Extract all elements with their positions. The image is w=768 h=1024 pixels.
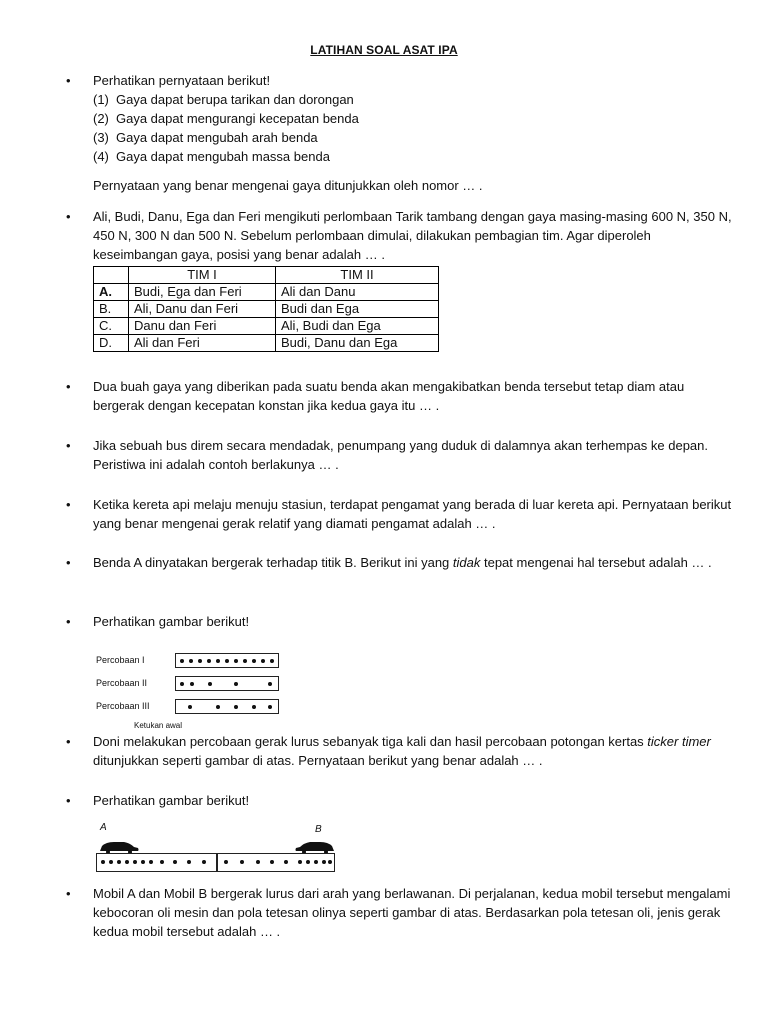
table-cell: Budi, Danu dan Ega — [276, 335, 439, 352]
tape-dot — [256, 860, 260, 864]
tape-dot — [141, 860, 145, 864]
tape-dot — [180, 659, 184, 663]
table-header: TIM I — [129, 267, 276, 284]
table-header — [94, 267, 129, 284]
oil-drip-figure — [96, 820, 340, 878]
question-2-text: • Ali, Budi, Danu, Ega dan Feri mengikuti perlombaan Tarik tambang dengan gaya masing-masing 600 N, 350 N, 450 N, 300 N dan 500 N. Sebelum perlombaan dimulai, dilakukan pembagian tim. Agar diperoleh keseimbangan gaya, posisi yang benar adalah … . — [93, 209, 732, 262]
tape-dot — [234, 705, 238, 709]
question-7-emphasis: ticker timer — [647, 734, 711, 749]
tape-dot — [216, 659, 220, 663]
tape-dot — [261, 659, 265, 663]
statement-item — [93, 90, 733, 109]
question-6 — [93, 553, 733, 572]
tape-dot — [133, 860, 137, 864]
tape-dot — [224, 860, 228, 864]
figure-caption: Ketukan awal — [134, 721, 183, 730]
tape-dot — [270, 860, 274, 864]
statement-number: (4) — [93, 149, 109, 164]
question-7-intro: • Perhatikan gambar berikut! — [93, 614, 250, 629]
tape-dot — [188, 705, 192, 709]
question-6-text-part: tepat mengenai hal tersebut adalah … . — [480, 555, 712, 570]
question-1 — [93, 71, 733, 195]
statement-text: Gaya dapat berupa tarikan dan dorongan — [116, 92, 354, 107]
question-1-text: Pernyataan yang benar mengenai gaya ditunjukkan oleh nomor … . — [93, 178, 483, 193]
tape-dot — [268, 705, 272, 709]
tape-dot — [216, 705, 220, 709]
question-5 — [93, 495, 733, 533]
table-row — [94, 318, 439, 335]
statement-text: Gaya dapat mengurangi kecepatan benda — [116, 111, 359, 126]
car-b-icon — [294, 840, 336, 854]
ticker-tape-2 — [175, 676, 279, 691]
tape-dot — [101, 860, 105, 864]
question-8-body — [93, 884, 733, 941]
trial-label: Percobaan II — [96, 678, 148, 688]
tape-dot — [149, 860, 153, 864]
tape-dot — [243, 659, 247, 663]
tape-dot — [298, 860, 302, 864]
table-cell: Budi, Ega dan Feri — [129, 284, 276, 301]
table-cell: Ali, Budi dan Ega — [276, 318, 439, 335]
question-4-text: • Jika sebuah bus direm secara mendadak, penumpang yang duduk di dalamnya akan terhempas ke depan. Peristiwa ini adalah contoh berlakunya … . — [93, 438, 709, 472]
tape-dot — [306, 860, 310, 864]
statement-number: (2) — [93, 111, 109, 126]
question-6-text-part: Benda A dinyatakan bergerak terhadap titik B. Berikut ini yang — [93, 555, 453, 570]
tape-dot — [322, 860, 326, 864]
tape-dot — [180, 682, 184, 686]
oil-tape-a — [96, 853, 217, 872]
tape-dot — [160, 860, 164, 864]
tape-dot — [187, 860, 191, 864]
tape-dot — [202, 860, 206, 864]
oil-tape-b — [217, 853, 335, 872]
option-label: C. — [94, 318, 129, 335]
team-table — [93, 266, 439, 352]
trial-label: Percobaan I — [96, 655, 145, 665]
table-header: TIM II — [276, 267, 439, 284]
car-b-label: B — [315, 824, 322, 835]
tape-dot — [109, 860, 113, 864]
tape-dot — [208, 682, 212, 686]
question-6-text — [93, 553, 733, 572]
question-7-text — [93, 732, 733, 770]
tape-dot — [198, 659, 202, 663]
ticker-tape-3 — [175, 699, 279, 714]
tape-dot — [268, 682, 272, 686]
table-cell: Danu dan Feri — [129, 318, 276, 335]
question-4 — [93, 436, 733, 474]
table-row — [94, 284, 439, 301]
question-6-emphasis: tidak — [452, 555, 481, 570]
statement-text: Gaya dapat mengubah arah benda — [116, 130, 318, 145]
question-8-text: • Mobil A dan Mobil B bergerak lurus dari arah yang berlawanan. Di perjalanan, kedua mobil tersebut mengalami kebocoran oli mesin dan pola tetesan olinya seperti gambar di atas. Berdasarkan pola tetesan oli, jenis gerak kedua mobil tersebut adalah … . — [93, 886, 731, 939]
option-label: A. — [94, 284, 129, 301]
question-7-text-part: Doni melakukan percobaan gerak lurus sebanyak tiga kali dan hasil percobaan potongan kertas — [93, 734, 648, 749]
tape-dot — [173, 860, 177, 864]
table-row — [94, 335, 439, 352]
statement-number: (1) — [93, 92, 109, 107]
table-row — [94, 301, 439, 318]
table-cell: Ali dan Feri — [129, 335, 276, 352]
table-cell: Ali dan Danu — [276, 284, 439, 301]
page-title: LATIHAN SOAL ASAT IPA — [310, 43, 458, 57]
ticker-timer-figure — [96, 650, 296, 735]
tape-dot — [189, 659, 193, 663]
table-header-row — [94, 267, 439, 284]
car-a-icon — [98, 840, 140, 854]
tape-dot — [252, 705, 256, 709]
table-cell: Ali, Danu dan Feri — [129, 301, 276, 318]
tape-dot — [240, 860, 244, 864]
tape-dot — [252, 659, 256, 663]
tape-dot — [117, 860, 121, 864]
question-8-intro: • Perhatikan gambar berikut! — [93, 793, 250, 808]
tape-dot — [234, 682, 238, 686]
question-7-body — [93, 732, 733, 770]
tape-dot — [328, 860, 332, 864]
trial-label: Percobaan III — [96, 701, 150, 711]
statement-item — [93, 109, 733, 128]
tape-dot — [284, 860, 288, 864]
option-label: B. — [94, 301, 129, 318]
statement-item — [93, 128, 733, 147]
question-1-intro: • Perhatikan pernyataan berikut! — [93, 73, 271, 88]
question-3-text: • Dua buah gaya yang diberikan pada suatu benda akan mengakibatkan benda tersebut tetap diam atau bergerak dengan kecepatan konstan jika kedua gaya itu … . — [93, 379, 685, 413]
question-7 — [93, 612, 733, 631]
tape-dot — [270, 659, 274, 663]
option-label: D. — [94, 335, 129, 352]
tape-dot — [190, 682, 194, 686]
question-7-text-part: ditunjukkan seperti gambar di atas. Pernyataan berikut yang benar adalah … . — [93, 753, 543, 768]
tape-dot — [234, 659, 238, 663]
question-8 — [93, 791, 733, 810]
tape-dot — [225, 659, 229, 663]
statement-item — [93, 147, 733, 166]
question-3 — [93, 377, 733, 415]
question-2 — [93, 207, 733, 264]
table-cell: Budi dan Ega — [276, 301, 439, 318]
statement-number: (3) — [93, 130, 109, 145]
statement-text: Gaya dapat mengubah massa benda — [116, 149, 330, 164]
tape-dot — [125, 860, 129, 864]
tape-dot — [314, 860, 318, 864]
statement-list — [93, 90, 733, 166]
ticker-tape-1 — [175, 653, 279, 668]
car-a-label: A — [100, 822, 107, 833]
question-5-text: • Ketika kereta api melaju menuju stasiun, terdapat pengamat yang berada di luar kereta api. Pernyataan berikut yang benar mengenai gerak relatif yang diamati pengamat adalah … . — [93, 497, 732, 531]
tape-dot — [207, 659, 211, 663]
